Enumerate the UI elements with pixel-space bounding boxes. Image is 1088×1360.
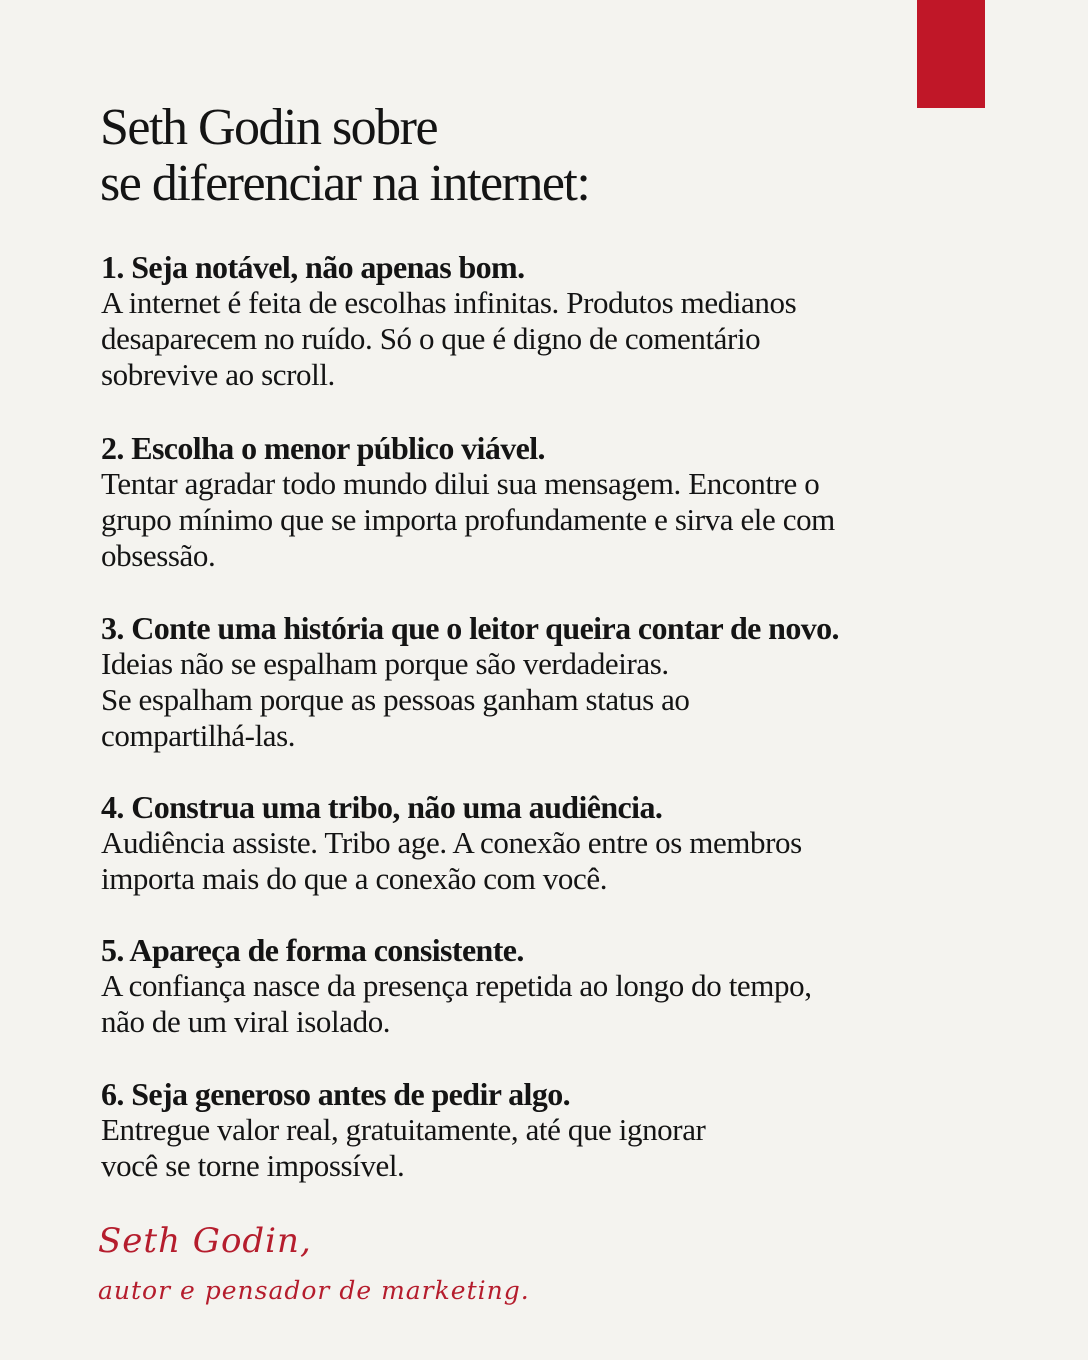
item-body: A internet é feita de escolhas infinitas. Produtos medianos desaparecem no ruído. Só o que é digno de comentário sobrevive ao scroll. [101, 285, 797, 392]
signature [98, 1218, 530, 1314]
item-body: Tentar agradar todo mundo dilui sua mensagem. Encontre o grupo mínimo que se importa profundamente e sirva ele com obsessão. [101, 466, 835, 573]
item-heading: 1. Seja notável, não apenas bom. [101, 249, 525, 285]
item-body: A confiança nasce da presença repetida ao longo do tempo, não de um viral isolado. [101, 968, 812, 1039]
title-line-1: Seth Godin sobre [100, 99, 438, 156]
item-body: Entregue valor real, gratuitamente, até que ignorar você se torne impossível. [101, 1112, 706, 1183]
item-heading: 3. Conte uma história que o leitor queira contar de novo. [101, 610, 839, 646]
title-line-2: se diferenciar na internet: [100, 155, 590, 212]
item-body: Ideias não se espalham porque são verdadeiras. Se espalham porque as pessoas ganham status ao compartilhá-las. [101, 646, 690, 753]
item-heading: 4. Construa uma tribo, não uma audiência. [101, 789, 663, 825]
list-item-6 [101, 1076, 961, 1184]
red-accent-bar [917, 0, 985, 108]
item-heading: 2. Escolha o menor público viável. [101, 430, 545, 466]
list-item-4 [101, 789, 961, 897]
list-item-1 [101, 249, 961, 393]
item-heading: 5. Apareça de forma consistente. [101, 932, 524, 968]
item-heading: 6. Seja generoso antes de pedir algo. [101, 1076, 571, 1112]
list-item-3 [101, 610, 961, 754]
item-body: Audiência assiste. Tribo age. A conexão entre os membros importa mais do que a conexão com você. [101, 825, 802, 896]
signature-name: Seth Godin, [98, 1221, 312, 1261]
list-item-5 [101, 932, 961, 1040]
page-title [100, 100, 589, 212]
list-item-2 [101, 430, 961, 574]
signature-role: autor e pensador de marketing. [98, 1276, 530, 1305]
